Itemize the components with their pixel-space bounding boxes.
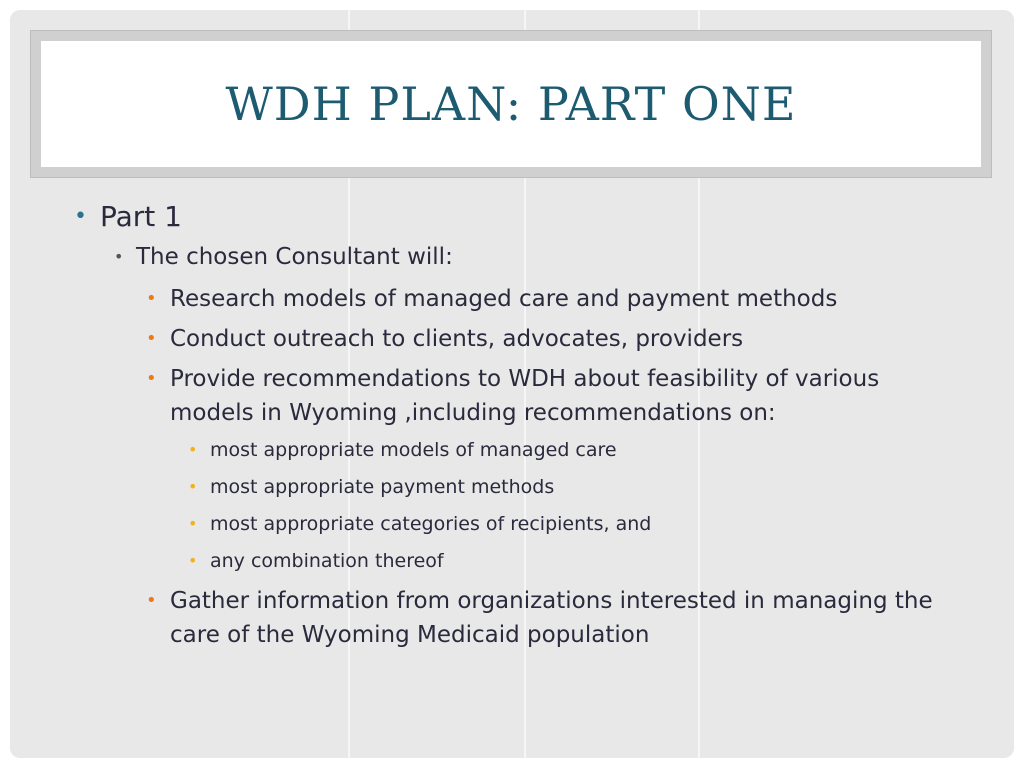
bullet-item [188,473,974,501]
bullet-text: most appropriate models of managed care [210,439,617,461]
slide [10,10,1014,758]
bullet-icon: • [114,247,124,266]
bullet-icon: • [146,328,157,349]
bullet-text: The chosen Consultant will: [136,244,453,270]
bullet-text: Research models of managed care and payment methods [170,286,838,312]
title-box [41,41,981,167]
bullet-icon: • [188,551,198,570]
bullet-item [188,547,974,575]
bullet-item [146,322,946,356]
bullet-icon: • [188,514,198,533]
bullet-item [146,584,946,652]
bullet-text: any combination thereof [210,550,444,572]
bullet-list [74,200,974,658]
bullet-text: Provide recommendations to WDH about feasibility of various models in Wyoming ,including recommendations on: [170,366,880,426]
bullet-icon: • [146,590,157,611]
bullet-text: Conduct outreach to clients, advocates, providers [170,326,744,352]
title-frame [30,30,992,178]
slide-title: WDH PLAN: PART ONE [225,77,797,131]
bullet-icon: • [74,204,87,229]
bullet-icon: • [146,288,157,309]
bullet-item [188,510,974,538]
bullet-text: most appropriate categories of recipients, and [210,513,652,535]
bullet-item [146,282,946,316]
bullet-icon: • [146,368,157,389]
bullet-text: most appropriate payment methods [210,476,555,498]
bullet-icon: • [188,440,198,459]
bullet-text: Part 1 [100,200,182,233]
bullet-item [114,242,974,272]
bullet-item [74,200,974,234]
bullet-item [146,362,946,430]
bullet-text: Gather information from organizations interested in managing the care of the Wyoming Medicaid population [170,588,933,648]
bullet-item [188,436,974,464]
bullet-icon: • [188,477,198,496]
